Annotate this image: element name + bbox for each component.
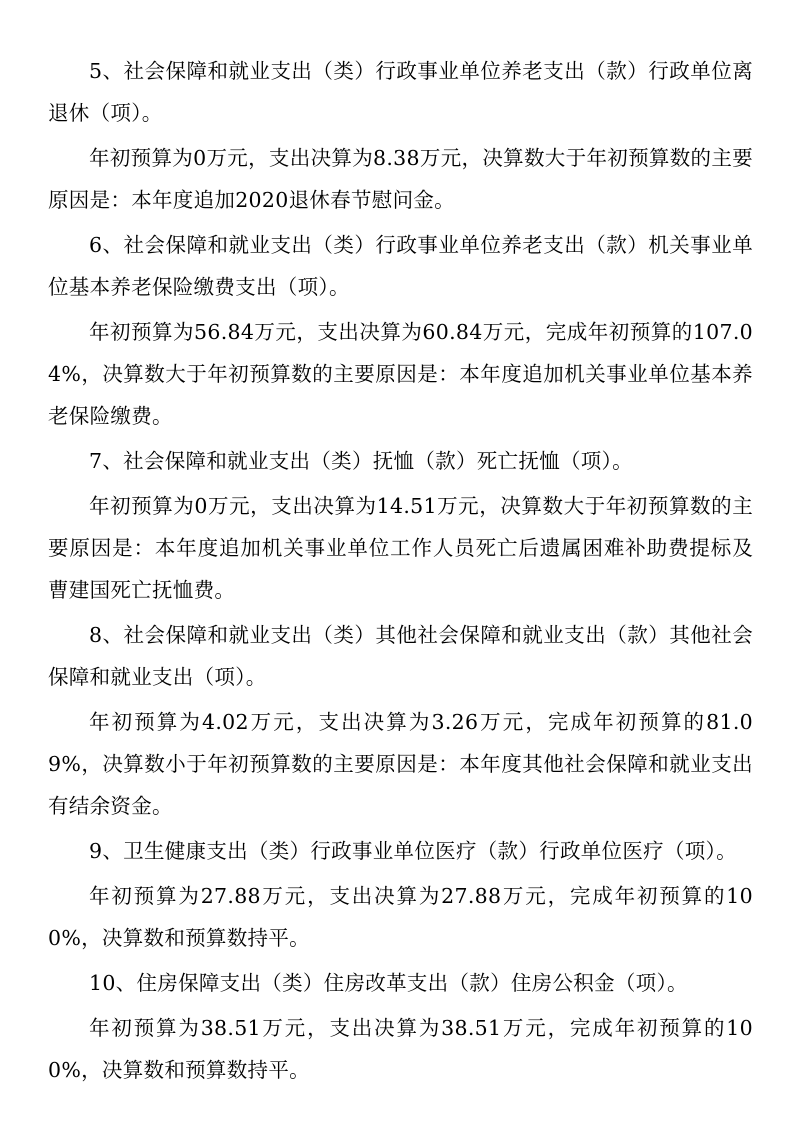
item-8-heading: 8、社会保障和就业支出（类）其他社会保障和就业支出（款）其他社会保障和就业支出（项）。 [48,623,753,689]
item-5-explanation: 年初预算为0万元，支出决算为8.38万元，决算数大于年初预算数的主要原因是：本年度追加2020退休春节慰问金。 [48,146,753,212]
item-9-explanation: 年初预算为27.88万元，支出决算为27.88万元，完成年初预算的100%，决算数和预算数持平。 [48,884,753,950]
item-7-heading: 7、社会保障和就业支出（类）抚恤（款）死亡抚恤（项）。 [89,449,633,473]
item-7-explanation: 年初预算为0万元，支出决算为14.51万元，决算数大于年初预算数的主要原因是：本年度追加机关事业单位工作人员死亡后遗属困难补助费提标及曹建国死亡抚恤费。 [48,494,753,602]
item-9-heading: 9、卫生健康支出（类）行政事业单位医疗（款）行政单位医疗（项）。 [89,839,737,863]
item-6-explanation: 年初预算为56.84万元，支出决算为60.84万元，完成年初预算的107.04%，决算数大于年初预算数的主要原因是：本年度追加机关事业单位基本养老保险缴费。 [48,320,753,428]
item-5-heading: 5、社会保障和就业支出（类）行政事业单位养老支出（款）行政单位离退休（项）。 [48,59,753,125]
document-body [48,50,753,1091]
item-6-heading: 6、社会保障和就业支出（类）行政事业单位养老支出（款）机关事业单位基本养老保险缴费支出（项）。 [48,233,753,299]
item-8-explanation: 年初预算为4.02万元，支出决算为3.26万元，完成年初预算的81.09%，决算数小于年初预算数的主要原因是：本年度其他社会保障和就业支出有结余资金。 [48,710,753,818]
item-10-heading: 10、住房保障支出（类）住房改革支出（款）住房公积金（项）。 [89,971,688,995]
item-10-explanation: 年初预算为38.51万元，支出决算为38.51万元，完成年初预算的100%，决算数和预算数持平。 [48,1016,753,1082]
